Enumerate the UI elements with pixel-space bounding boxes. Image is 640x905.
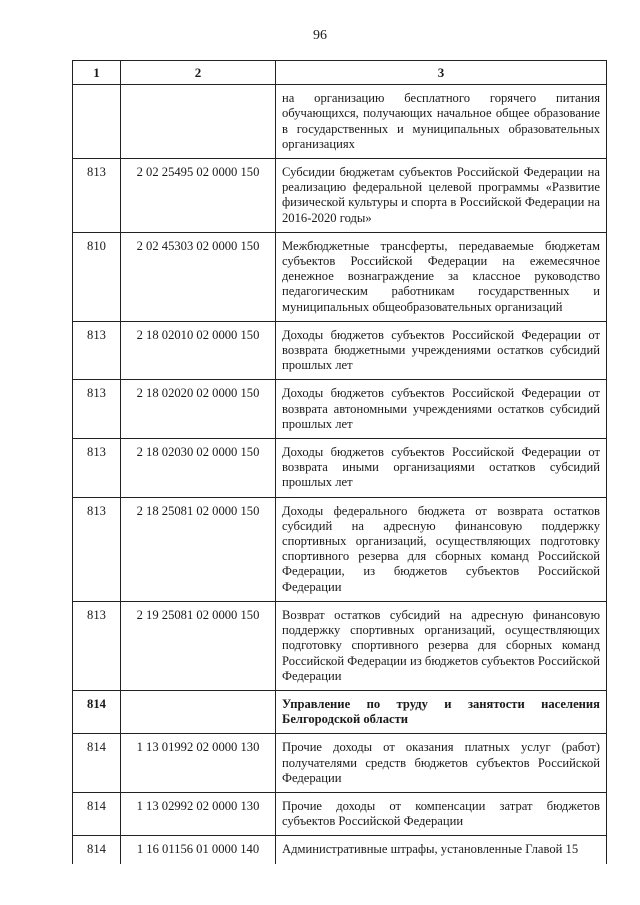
table-row bbox=[73, 690, 607, 733]
budget-code-cell: 2 02 25495 02 0000 150 bbox=[121, 159, 276, 233]
table-body bbox=[73, 85, 607, 864]
budget-code-cell bbox=[121, 690, 276, 733]
description-cell: Доходы федерального бюджета от возврата остатков субсидий на адресную финансовую поддержку спортивных организаций, осуществляющих подготовку спортивного резерва для сборных команд Российской Федерации, из бюджетов субъектов Российской Федерации bbox=[276, 497, 607, 601]
table-row bbox=[73, 159, 607, 233]
table-row bbox=[73, 734, 607, 793]
admin-code-cell: 813 bbox=[73, 497, 121, 601]
description-cell: Доходы бюджетов субъектов Российской Федерации от возврата бюджетными учреждениями остатков субсидий прошлых лет bbox=[276, 321, 607, 380]
budget-code-cell: 1 13 02992 02 0000 130 bbox=[121, 792, 276, 835]
budget-code-cell: 1 16 01156 01 0000 140 bbox=[121, 836, 276, 864]
table-row bbox=[73, 601, 607, 690]
table-row bbox=[73, 792, 607, 835]
budget-classification-table bbox=[72, 60, 607, 864]
table-row bbox=[73, 380, 607, 439]
budget-code-cell bbox=[121, 85, 276, 159]
description-cell: Прочие доходы от компенсации затрат бюджетов субъектов Российской Федерации bbox=[276, 792, 607, 835]
column-header-admin: 1 bbox=[73, 61, 121, 85]
budget-code-cell: 2 18 02020 02 0000 150 bbox=[121, 380, 276, 439]
description-cell: Доходы бюджетов субъектов Российской Федерации от возврата иными организациями остатков субсидий прошлых лет bbox=[276, 439, 607, 498]
admin-code-cell: 814 bbox=[73, 792, 121, 835]
description-cell: на организацию бесплатного горячего питания обучающихся, получающих начальное общее образование в государственных и муниципальных образовательных организациях bbox=[276, 85, 607, 159]
table-row bbox=[73, 232, 607, 321]
table-row bbox=[73, 836, 607, 864]
admin-code-cell: 814 bbox=[73, 836, 121, 864]
description-cell: Доходы бюджетов субъектов Российской Федерации от возврата автономными учреждениями остатков субсидий прошлых лет bbox=[276, 380, 607, 439]
table-row bbox=[73, 497, 607, 601]
admin-code-cell bbox=[73, 85, 121, 159]
budget-code-cell: 2 18 02010 02 0000 150 bbox=[121, 321, 276, 380]
budget-code-cell: 2 02 45303 02 0000 150 bbox=[121, 232, 276, 321]
description-cell: Возврат остатков субсидий на адресную финансовую поддержку спортивных организаций, осуществляющих подготовку спортивного резерва для сборных команд Российской Федерации из бюджетов субъектов Российской Федерации bbox=[276, 601, 607, 690]
admin-code-cell: 813 bbox=[73, 159, 121, 233]
page-number: 96 bbox=[313, 28, 327, 43]
description-cell: Административные штрафы, установленные Главой 15 bbox=[276, 836, 607, 864]
admin-code-cell: 814 bbox=[73, 690, 121, 733]
admin-code-cell: 813 bbox=[73, 321, 121, 380]
description-cell: Субсидии бюджетам субъектов Российской Федерации на реализацию федеральной целевой программы «Развитие физической культуры и спорта в Российской Федерации на 2016-2020 годы» bbox=[276, 159, 607, 233]
budget-code-cell: 1 13 01992 02 0000 130 bbox=[121, 734, 276, 793]
admin-code-cell: 813 bbox=[73, 380, 121, 439]
description-cell: Управление по труду и занятости населения Белгородской области bbox=[276, 690, 607, 733]
budget-code-cell: 2 19 25081 02 0000 150 bbox=[121, 601, 276, 690]
table-row bbox=[73, 85, 607, 159]
column-header-description: 3 bbox=[276, 61, 607, 85]
table-row bbox=[73, 321, 607, 380]
table-row bbox=[73, 439, 607, 498]
admin-code-cell: 814 bbox=[73, 734, 121, 793]
admin-code-cell: 813 bbox=[73, 601, 121, 690]
admin-code-cell: 810 bbox=[73, 232, 121, 321]
table-header-row bbox=[73, 61, 607, 85]
budget-code-cell: 2 18 25081 02 0000 150 bbox=[121, 497, 276, 601]
admin-code-cell: 813 bbox=[73, 439, 121, 498]
description-cell: Прочие доходы от оказания платных услуг (работ) получателями средств бюджетов субъектов Российской Федерации bbox=[276, 734, 607, 793]
budget-code-cell: 2 18 02030 02 0000 150 bbox=[121, 439, 276, 498]
column-header-code: 2 bbox=[121, 61, 276, 85]
description-cell: Межбюджетные трансферты, передаваемые бюджетам субъектов Российской Федерации на ежемесячное денежное вознаграждение за классное руководство педагогическим работникам государственных и муниципальных общеобразовательных организаций bbox=[276, 232, 607, 321]
